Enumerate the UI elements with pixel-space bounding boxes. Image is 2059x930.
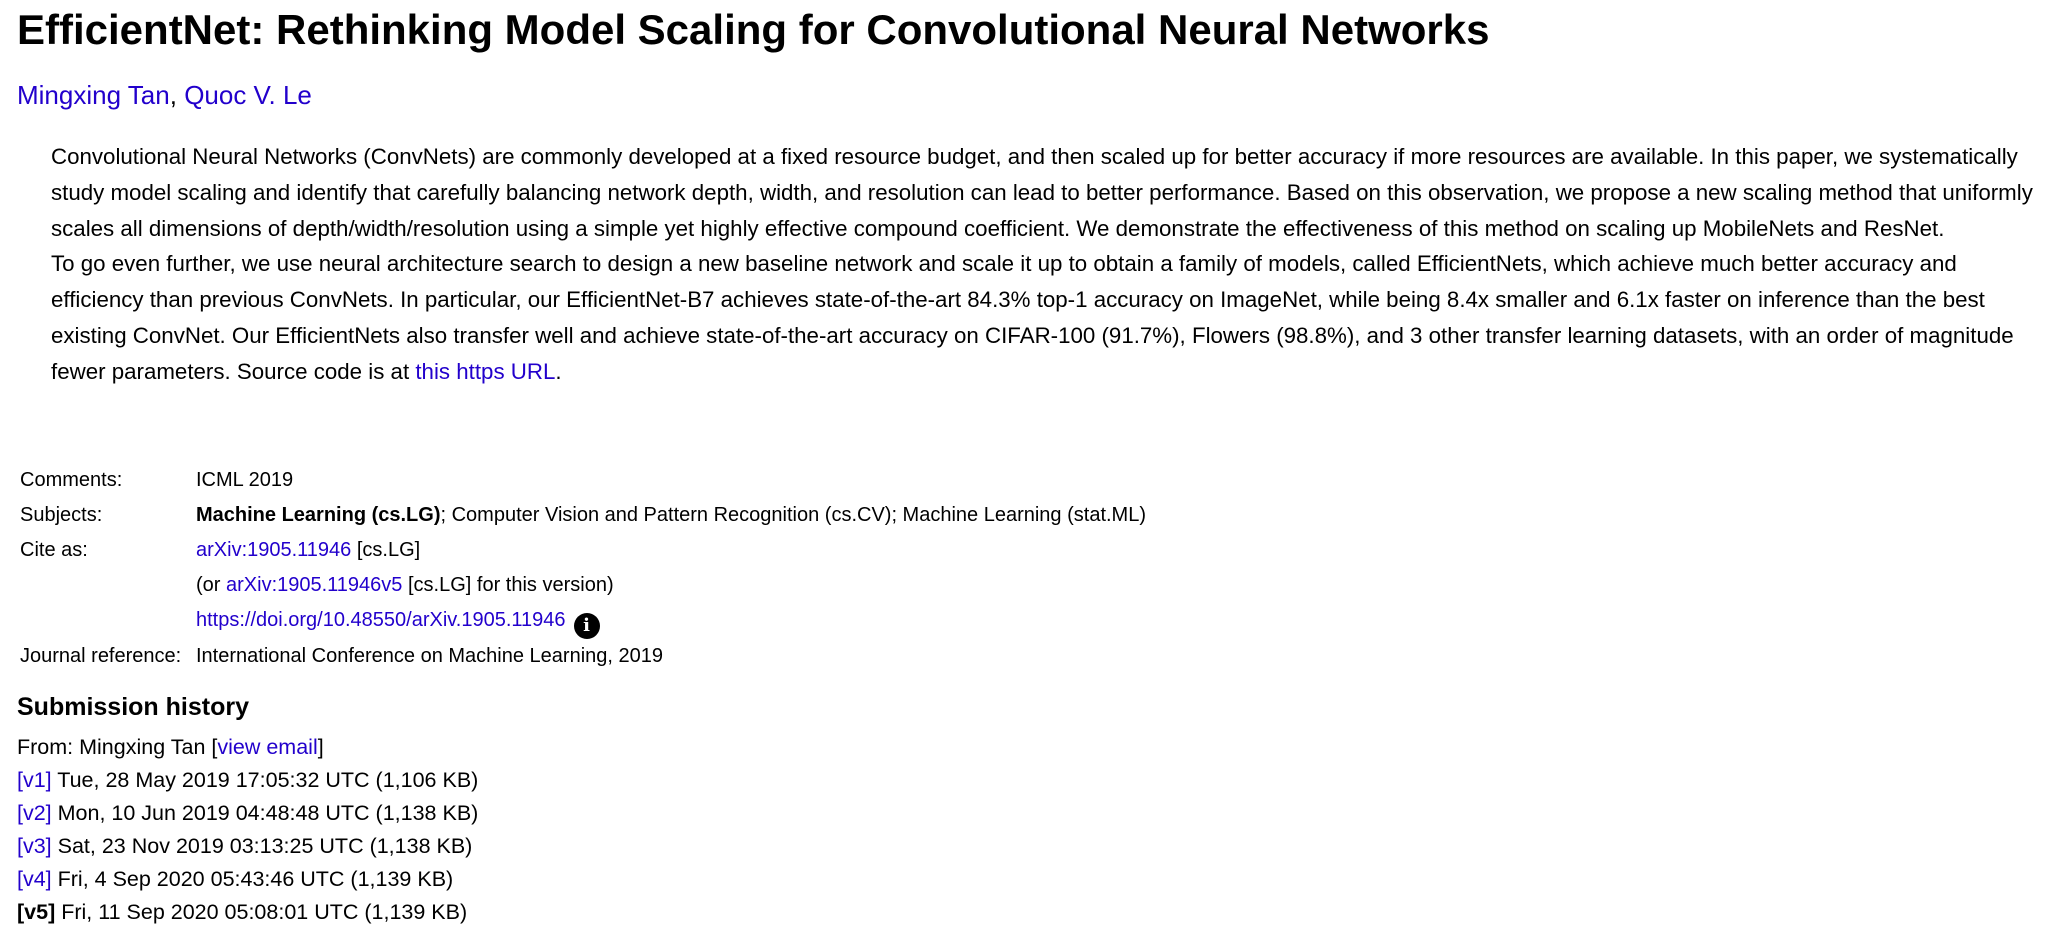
paper-title: EfficientNet: Rethinking Model Scaling for Convolutional Neural Networks [17,6,1490,53]
version-prefix: (or [196,574,226,596]
comments-label: Comments: [20,469,123,491]
submission-history-heading: Submission history [17,693,249,721]
primary-subject: Machine Learning (cs.LG) [196,504,441,526]
journal-value: International Conference on Machine Learning, 2019 [196,645,663,667]
cite-label: Cite as: [20,539,88,561]
doi-value [196,603,1146,639]
view-email-link[interactable]: view email [217,735,318,759]
version-link-v3[interactable]: [v3] [17,834,52,858]
comments-value: ICML 2019 [196,469,294,491]
metadata-table [17,463,1146,674]
version-details: Fri, 11 Sep 2020 05:08:01 UTC (1,139 KB) [55,900,468,924]
subjects-row [17,498,1146,533]
abstract-paragraph-1: Convolutional Neural Networks (ConvNets) are commonly developed at a fixed resource budget, and then scaled up for better accuracy if more resources are available. In this paper, we systematically study model scaling and identify that carefully balancing network depth, width, and resolution can lead to better performance. Based on this observation, we propose a new scaling method that uniformly scales all dimensions of depth/width/resolution using a simple yet highly effective compound coefficient. We demonstrate the effectiveness of this method on scaling up MobileNets and ResNet. [51,144,2033,241]
source-code-link[interactable]: this https URL [415,358,556,384]
info-icon[interactable]: i [574,613,600,639]
version-value [196,568,1146,603]
version-link-v4[interactable]: [v4] [17,867,52,891]
version-label-empty [17,568,196,603]
submission-history [17,731,478,929]
version-link-v1[interactable]: [v1] [17,768,52,792]
from-prefix: From: Mingxing Tan [ [17,735,218,759]
version-entry [17,764,478,797]
doi-link[interactable]: https://doi.org/10.48550/arXiv.1905.11946 [196,609,566,631]
arxiv-id-link[interactable]: arXiv:1905.11946 [196,539,352,561]
doi-label-empty [17,603,196,639]
abstract [51,139,2046,390]
subjects-value [196,498,1146,533]
author-link-tan[interactable]: Mingxing Tan [17,80,170,110]
abstract-paragraph-2 [51,246,2046,389]
arxiv-version-link[interactable]: arXiv:1905.11946v5 [226,574,403,596]
author-link-le[interactable]: Quoc V. Le [184,80,312,110]
version-entry-current [17,896,478,929]
version-link-v2[interactable]: [v2] [17,801,52,825]
version-entry [17,863,478,896]
version-details: Fri, 4 Sep 2020 05:43:46 UTC (1,139 KB) [51,867,454,891]
abstract-paragraph-2-end: . [555,358,562,384]
journal-row [17,639,1146,674]
from-suffix: ] [317,735,324,759]
secondary-subjects: ; Computer Vision and Pattern Recognition (cs.CV); Machine Learning (stat.ML) [440,504,1147,526]
current-version-label: [v5] [17,900,56,924]
comments-row [17,463,1146,498]
submitter-line [17,731,478,764]
version-row [17,568,1146,603]
author-separator: , [169,80,185,110]
cite-value [196,533,1146,568]
version-entry [17,830,478,863]
version-details: Mon, 10 Jun 2019 04:48:48 UTC (1,138 KB) [51,801,479,825]
version-details: Sat, 23 Nov 2019 03:13:25 UTC (1,138 KB) [51,834,473,858]
version-details: Tue, 28 May 2019 17:05:32 UTC (1,106 KB) [51,768,479,792]
doi-row [17,603,1146,639]
cite-category: [cs.LG] [351,539,421,561]
abstract-paragraph-2-text: To go even further, we use neural architecture search to design a new baseline network and scale it up to obtain a family of models, called EfficientNets, which achieve much better accuracy and efficiency than previous ConvNets. In particular, our EfficientNet-B7 achieves state-of-the-art 84.3% top-1 accuracy on ImageNet, while being 8.4x smaller and 6.1x faster on inference than the best existing ConvNet. Our EfficientNets also transfer well and achieve state-of-the-art accuracy on CIFAR-100 (91.7%), Flowers (98.8%), and 3 other transfer learning datasets, with an order of magnitude fewer parameters. Source code is at [51,251,2014,384]
cite-row [17,533,1146,568]
journal-label: Journal reference: [20,645,182,667]
subjects-label: Subjects: [20,504,103,526]
authors-line [17,78,312,112]
version-suffix: [cs.LG] for this version) [402,574,614,596]
version-entry [17,797,478,830]
